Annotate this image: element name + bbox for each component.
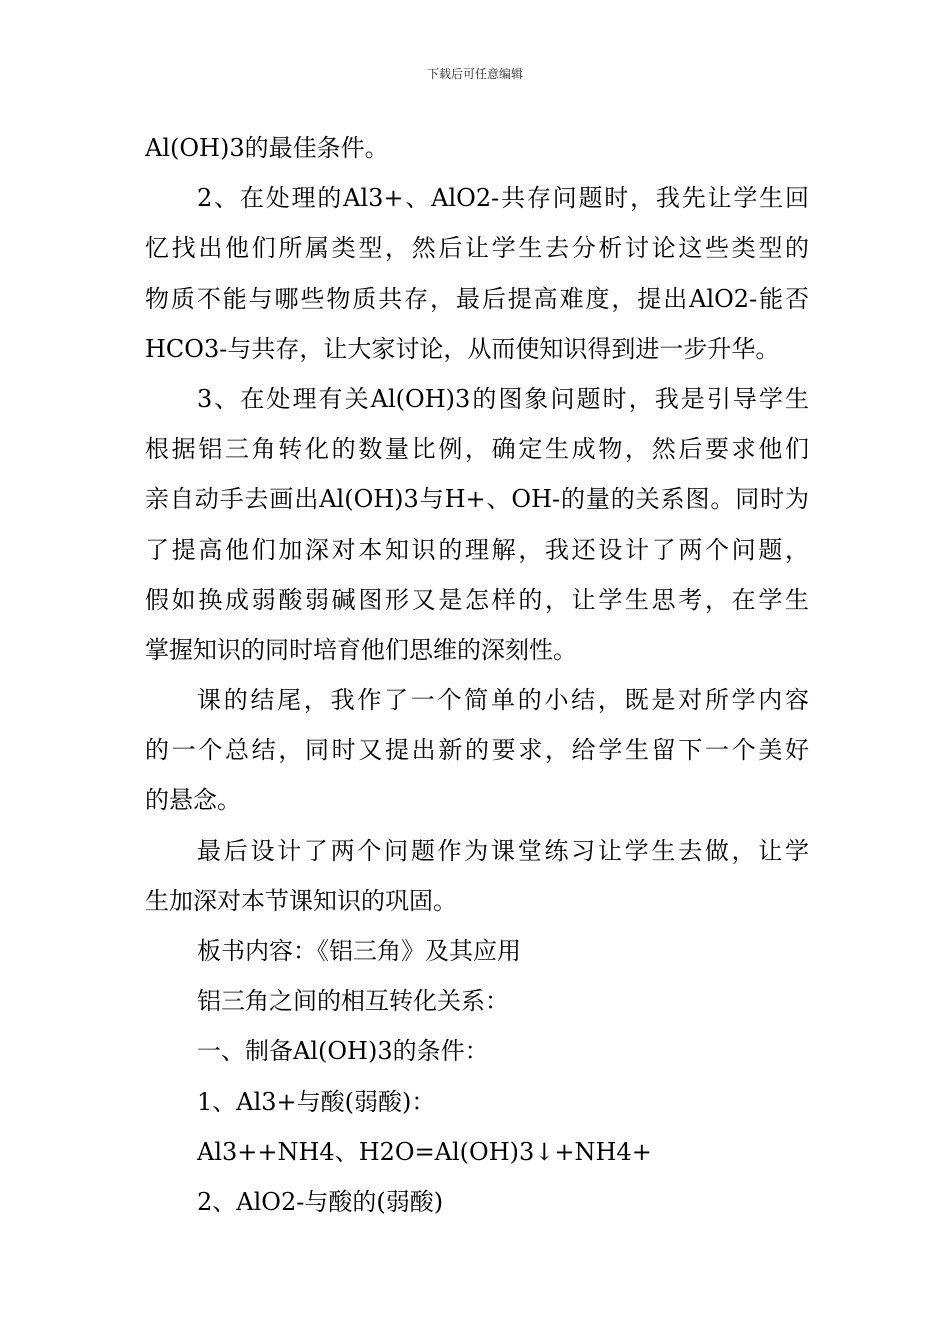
text-line: 最后设计了两个问题作为课堂练习让学生去做，让学 (197, 836, 809, 865)
text-line: HCO3-与共存，让大家讨论，从而使知识得到进一步升华。 (145, 334, 780, 363)
text-line: 课的结尾，我作了一个简单的小结，既是对所学内容 (197, 686, 809, 715)
text-line: 假如换成弱酸弱碱图形又是怎样的，让学生思考，在学生 (145, 585, 809, 614)
text-line: 铝三角之间的相互转化关系： (197, 987, 509, 1016)
page-header: 下载后可任意编辑 (426, 67, 523, 81)
text-line: 3、在处理有关Al(OH)3的图象问题时，我是引导学生 (197, 384, 809, 413)
text-line: 了提高他们加深对本知识的理解，我还设计了两个问题， (145, 535, 809, 564)
text-line: 的悬念。 (145, 786, 241, 815)
text-line: 一、制备Al(OH)3的条件： (197, 1037, 489, 1066)
text-line: 2、AlO2-与酸的(弱酸) (197, 1187, 444, 1216)
text-line: 1、Al3+与酸(弱酸)： (197, 1087, 436, 1116)
text-line: 掌握知识的同时培育他们思维的深刻性。 (145, 635, 577, 664)
text-line: 板书内容：《铝三角》及其应用 (197, 937, 521, 965)
text-line: 忆找出他们所属类型，然后让学生去分析讨论这些类型的 (145, 234, 809, 263)
text-line: 亲自动手去画出Al(OH)3与H+、OH-的量的关系图。同时为 (145, 485, 809, 514)
text-line: 根据铝三角转化的数量比例，确定生成物，然后要求他们 (145, 435, 809, 464)
text-line: 生加深对本节课知识的巩固。 (145, 886, 457, 915)
text-line: 的一个总结，同时又提出新的要求，给学生留下一个美好 (145, 736, 809, 765)
document-body (145, 123, 809, 1227)
text-line: Al3++NH4、H2O=Al(OH)3↓+NH4+ (197, 1137, 652, 1166)
text-line: Al(OH)3的最佳条件。 (145, 134, 389, 162)
text-line: 2、在处理的Al3+、AlO2-共存问题时，我先让学生回 (197, 184, 809, 213)
text-line: 物质不能与哪些物质共存，最后提高难度，提出AlO2-能否 (145, 284, 809, 313)
